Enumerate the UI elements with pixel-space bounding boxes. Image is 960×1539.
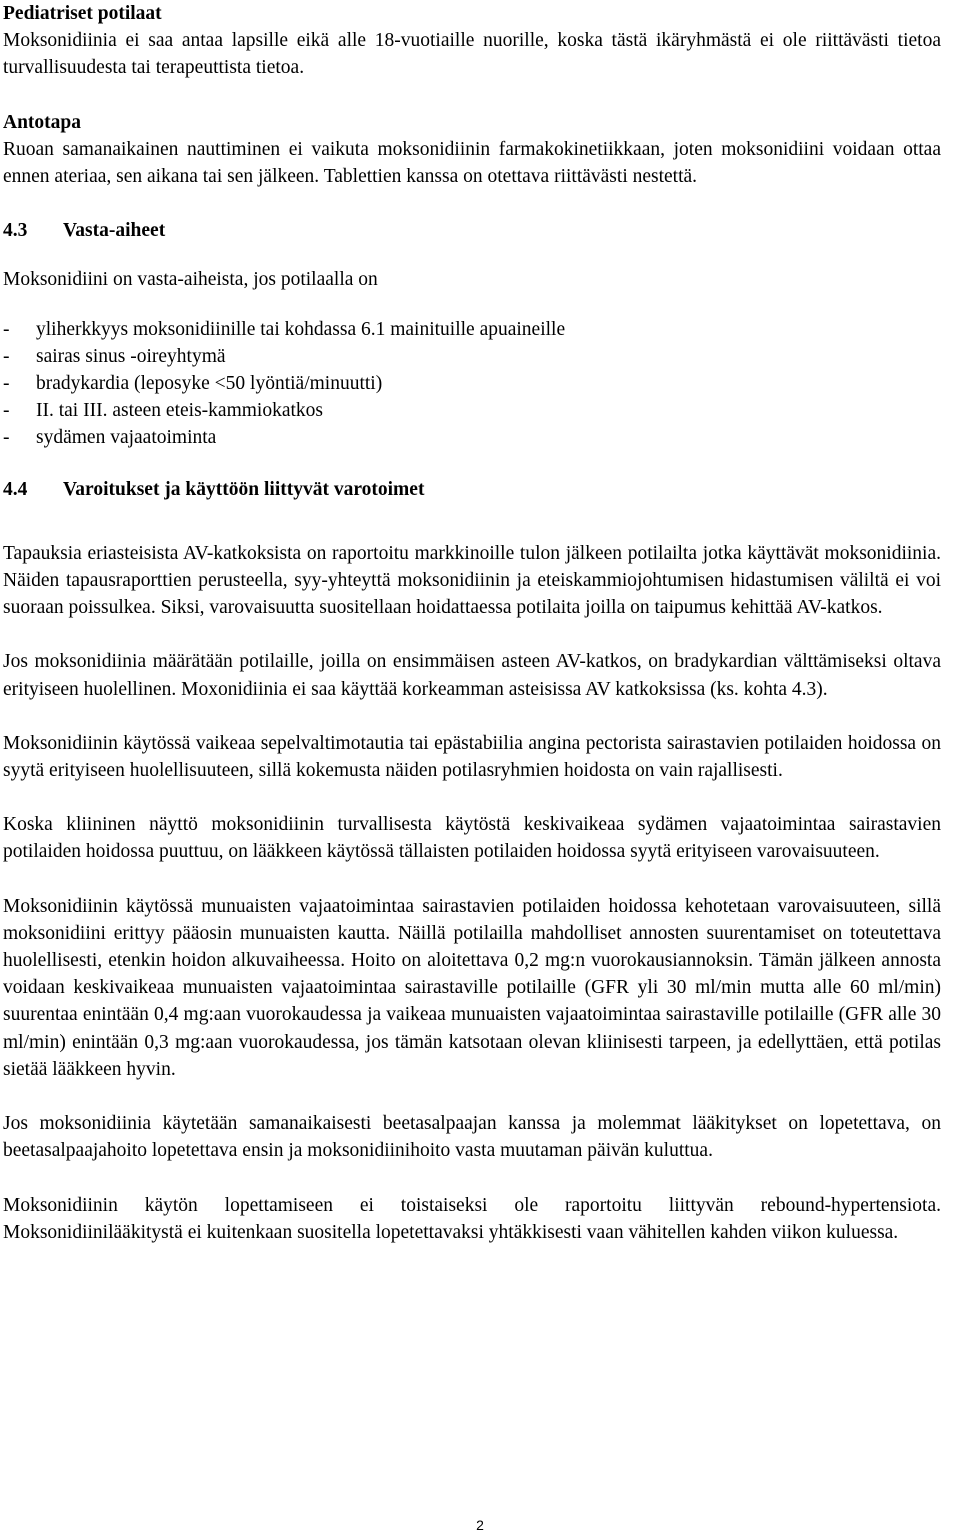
section-number: 4.4 xyxy=(3,478,28,500)
warnings-paragraph: Tapauksia eriasteisista AV-katkoksista on raportoitu markkinoille tulon jälkeen potilailta jotka käyttävät moksonidiinia. Näiden tapausraporttien perusteella, syy-yhteyttä moksonidiinin ja eteiskammiojohtumisen hidastumisen väliltä ei voi suoraan poissulkea. Siksi, varovaisuutta suositellaan hoidattaessa potilaita joilla on taipumus kehittää AV-katkos. xyxy=(3,542,941,619)
warnings-paragraph: Jos moksonidiinia määrätään potilaille, joilla on ensimmäisen asteen AV-katkos, on bradykardian välttämiseksi oltava erityiseen huolellinen. Moxonidiinia ei saa käyttää korkeamman asteisissa AV katkoksissa (ks. kohta 4.3). xyxy=(3,651,941,700)
section-number: 4.3 xyxy=(3,220,28,242)
warnings-paragraph: Jos moksonidiinia käytetään samanaikaisesti beetasalpaajan kanssa ja molemmat lääkitykset on lopetettava, on beetasalpaajahoito lopetettava ensin ja moksonidiinihoito vasta muutaman päivän kuluttua. xyxy=(3,1113,941,1162)
list-item: - yliherkkyys moksonidiinille tai kohdassa 6.1 mainituille apuaineille xyxy=(3,318,566,340)
list-item: - sairas sinus -oireyhtymä xyxy=(3,345,226,367)
section-title: Vasta-aiheet xyxy=(63,220,166,242)
administration-paragraph: Ruoan samanaikainen nauttiminen ei vaikuta moksonidiinin farmakokinetiikkaan, joten moksonidiini voidaan ottaa ennen ateriaa, sen aikana tai sen jälkeen. Tablettien kanssa on otettava riittävästi nestettä. xyxy=(3,138,941,188)
warnings-paragraph: Koska kliininen näyttö moksonidiinin turvallisesta käytöstä keskivaikeaa sydämen vajaatoimintaa sairastavien potilaiden hoidossa puuttuu, on lääkkeen käytössä tällaisten potilaiden hoidossa syytä erityiseen varovaisuuteen. xyxy=(3,814,941,863)
page-number: 2 xyxy=(476,1517,484,1533)
pediatric-heading: Pediatriset potilaat xyxy=(3,3,162,24)
list-item: - II. tai III. asteen eteis-kammiokatkos xyxy=(3,400,323,422)
list-item: - bradykardia (leposyke <50 lyöntiä/minuutti) xyxy=(3,373,383,395)
warnings-paragraph: Moksonidiinin käytössä munuaisten vajaatoimintaa sairastavien potilaiden hoidossa kehotetaan varovaisuuteen, sillä moksonidiini erittyy pääosin munuaisten kautta. Näillä potilailla mahdolliset annosten suurentamiset on toteutettava huolellisesti, etenkin hoidon alkuvaiheessa. Hoito on aloitettava 0,2 mg:n vuorokausiannoksin. Tämän jälkeen annosta voidaan keskivaikeaa munuaisten vajaatoimintaa sairastaville potilaille (GFR yli 30 ml/min mutta alle 60 ml/min) suurentaa enintään 0,4 mg:aan vuorokaudessa ja vaikeaa munuaisten vajaatoimintaa sairastaville potilaille (GFR alle 30 ml/min) enintään 0,3 mg:aan vuorokaudessa, jos tämän katsotaan olevan kliinisesti tarpeen, ja edellyttäen, että potilas sietää lääkkeen hyvin. xyxy=(3,895,941,1080)
contraindications-heading xyxy=(3,217,941,244)
warnings-paragraph: Moksonidiinin käytössä vaikeaa sepelvaltimotautia tai epästabiilia angina pectorista sairastavien potilaiden hoidossa on syytä erityiseen huolellisuuteen, sillä kokemusta näiden potilasryhmien hoidosta on vain rajallisesti. xyxy=(3,732,941,782)
section-title: Varoitukset ja käyttöön liittyvät varotoimet xyxy=(63,478,425,500)
warnings-heading xyxy=(3,476,941,503)
administration-heading: Antotapa xyxy=(3,111,82,133)
document-page xyxy=(3,0,941,1246)
contraindications-intro: Moksonidiini on vasta-aiheista, jos potilaalla on xyxy=(3,269,378,291)
contraindications-list xyxy=(3,316,941,452)
list-item: - sydämen vajaatoiminta xyxy=(3,427,217,449)
warnings-paragraph: Moksonidiinin käytön lopettamiseen ei toistaiseksi ole raportoitu liittyvän rebound-hypertensiota. Moksonidiinilääkitystä ei kuitenkaan suositella lopetettavaksi yhtäkkisesti vaan vähitellen kahden viikon kuluessa. xyxy=(3,1194,941,1243)
pediatric-paragraph: Moksonidiinia ei saa antaa lapsille eikä alle 18-vuotiaille nuorille, koska tästä ikäryhmästä ei ole riittävästi tietoa turvallisuudesta tai terapeuttista tietoa. xyxy=(3,30,941,79)
